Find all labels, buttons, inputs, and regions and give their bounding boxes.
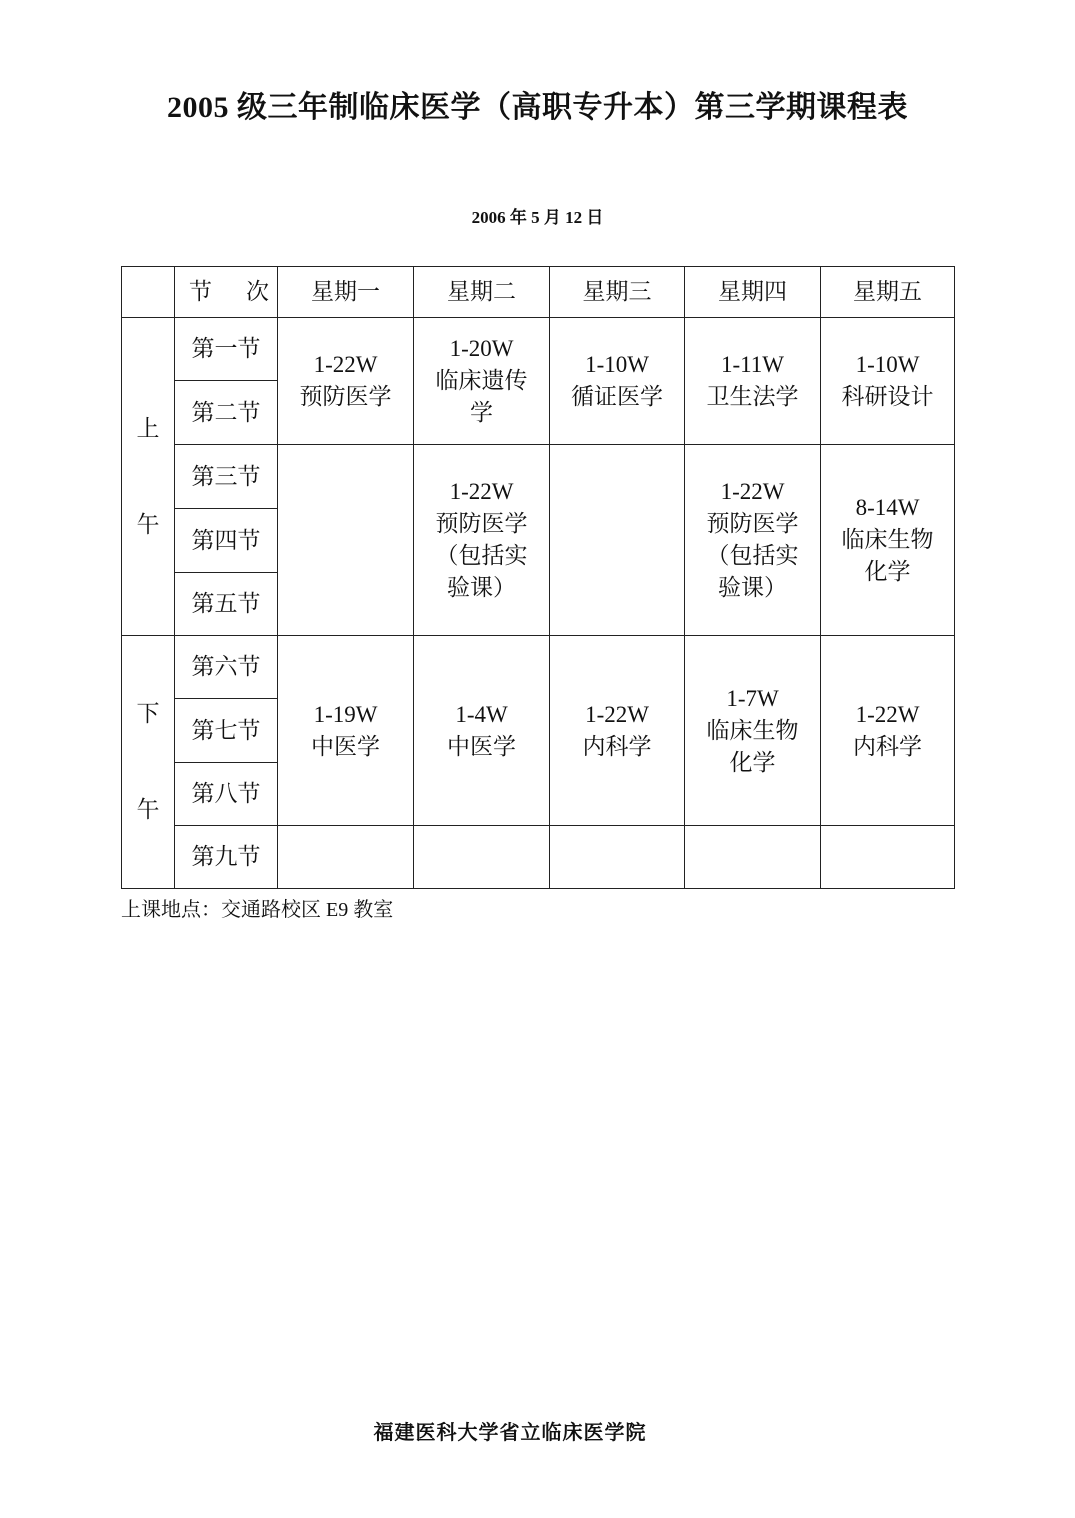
course-cell [550, 445, 685, 636]
course-weeks: 1-22W [855, 701, 920, 727]
course-name-line: （包括实 [435, 543, 528, 568]
header-row [122, 267, 955, 318]
period-label: 第一节 [175, 318, 278, 381]
empty-cell [821, 826, 955, 889]
day-header: 星期二 [414, 267, 550, 318]
course-cell [414, 636, 550, 826]
course-weeks: 1-10W [855, 352, 920, 377]
course-name-line: 学 [470, 400, 493, 425]
table-row [122, 636, 955, 699]
course-cell [278, 636, 414, 826]
empty-cell [278, 826, 414, 889]
course-weeks: 1-19W [313, 701, 378, 727]
course-name-line: 中医学 [447, 733, 516, 759]
day-header: 星期一 [278, 267, 414, 318]
course-name-line: 化学 [864, 559, 911, 584]
course-cell [550, 636, 685, 826]
course-weeks: 8-14W [855, 495, 920, 520]
course-cell [821, 445, 955, 636]
course-cell [278, 445, 414, 636]
period-label: 第八节 [175, 763, 278, 826]
course-name-line: 科研设计 [841, 384, 934, 409]
course-cell [414, 318, 550, 445]
period-label: 第九节 [175, 826, 278, 889]
course-name-line: 内科学 [582, 733, 652, 759]
page-title: 2005 级三年制临床医学（高职专升本）第三学期课程表 [167, 91, 908, 124]
course-cell [685, 445, 821, 636]
course-name-line: 验课） [447, 575, 516, 600]
course-name-line: 临床生物 [706, 717, 799, 743]
period-label: 第二节 [175, 381, 278, 445]
course-weeks: 1-4W [455, 701, 508, 727]
document-date: 2006 年 5 月 12 日 [471, 208, 604, 227]
class-location: 上课地点：交通路校区 E9 教室 [121, 899, 394, 921]
course-weeks: 1-22W [720, 479, 785, 504]
course-cell [550, 318, 685, 445]
course-name-line: 临床生物 [841, 527, 934, 552]
day-header: 星期三 [550, 267, 685, 318]
period-label: 第三节 [175, 445, 278, 509]
corner-cell [122, 267, 175, 318]
empty-cell [414, 826, 550, 889]
course-cell [821, 318, 955, 445]
course-name-line: 预防医学 [435, 511, 528, 536]
period-header: 节 次 [175, 267, 278, 318]
table-row [122, 445, 955, 509]
course-weeks: 1-7W [726, 685, 779, 711]
day-header: 星期四 [685, 267, 821, 318]
course-name-line: 预防医学 [299, 384, 392, 409]
course-name-line: 验课） [718, 575, 787, 600]
schedule-table [121, 266, 955, 889]
course-cell [278, 318, 414, 445]
period-label: 第七节 [175, 699, 278, 763]
empty-cell [550, 826, 685, 889]
course-cell [821, 636, 955, 826]
course-weeks: 1-10W [585, 352, 649, 377]
course-name-line: （包括实 [706, 543, 799, 568]
course-weeks: 1-22W [449, 479, 514, 504]
day-header: 星期五 [821, 267, 955, 318]
institution-footer: 福建医科大学省立临床医学院 [373, 1422, 647, 1444]
empty-cell [685, 826, 821, 889]
course-cell [414, 445, 550, 636]
table-row [122, 826, 955, 889]
table-row [122, 318, 955, 381]
course-weeks: 1-22W [585, 701, 649, 727]
course-name-line: 中医学 [311, 733, 380, 759]
period-label: 第五节 [175, 573, 278, 636]
course-name-line: 循证医学 [571, 384, 663, 409]
course-cell [685, 318, 821, 445]
course-weeks: 1-11W [720, 352, 784, 377]
course-name-line: 内科学 [853, 733, 922, 759]
period-label: 第四节 [175, 509, 278, 573]
course-name-line: 预防医学 [706, 511, 799, 536]
course-cell [685, 636, 821, 826]
course-name-line: 卫生法学 [706, 384, 799, 409]
morning-label: 上 午 [122, 318, 175, 636]
afternoon-label: 下 午 [122, 636, 175, 889]
course-name-line: 临床遗传 [435, 368, 528, 393]
period-label: 第六节 [175, 636, 278, 699]
course-name-line: 化学 [729, 749, 776, 775]
course-weeks: 1-20W [449, 336, 514, 361]
course-weeks: 1-22W [313, 352, 378, 377]
